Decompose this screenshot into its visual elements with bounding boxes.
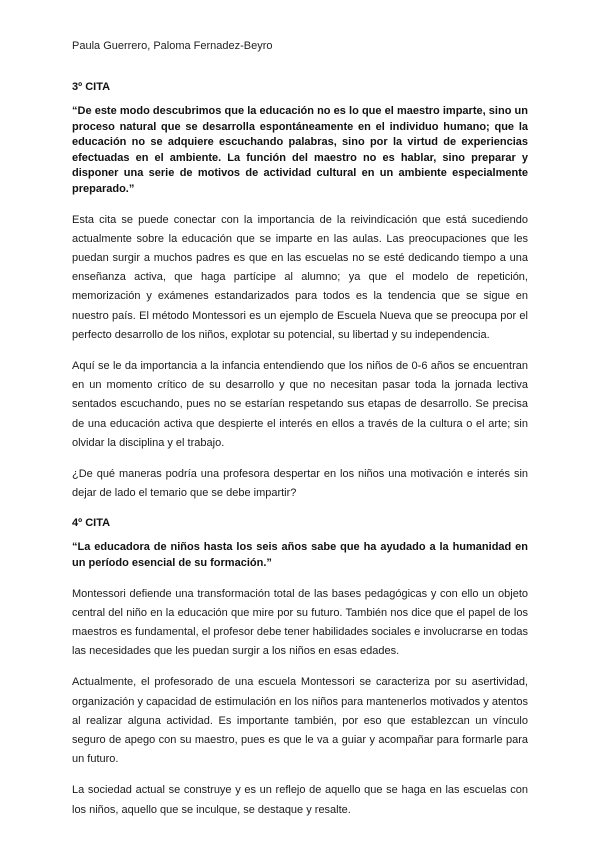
paragraph: La sociedad actual se construye y es un reflejo de aquello que se haga en las escuelas con los niños, aquello que se inculque, se destaque y resalte. xyxy=(72,784,528,816)
section-heading-3: 3º CITA xyxy=(72,81,111,93)
section-heading-4: 4º CITA xyxy=(72,517,111,530)
paragraph: Actualmente, el profesorado de una escuela Montessori se caracteriza por su asertividad, organización y capacidad de estimulación en los niños para mantenerlos motivados y atentos al realizar alguna actividad. Es importante también, por eso que establezcan un vínculo seguro de apego con su maestro, pues es que le va a guiar y acompañar para formarle para un futuro. xyxy=(72,676,528,766)
quote-3: “De este modo descubrimos que la educación no es lo que el maestro imparte, sino un proceso natural que se desarrolla espontáneamente en el individuo humano; que la educación no se adquiere escuchando palabras, sino por la virtud de experiencias efectuadas en el ambiente. La función del maestro no es hablar, sino preparar y disponer una serie de motivos de actividad cultural en un ambiente especialmente preparado.” xyxy=(72,105,528,195)
document-body xyxy=(72,79,528,832)
question-paragraph: ¿De qué maneras podría una profesora despertar en los niños una motivación e interés sin dejar de lado el temario que se debe impartir? xyxy=(72,468,528,500)
page-header-authors: Paula Guerrero, Paloma Fernadez-Beyro xyxy=(72,40,273,52)
quote-4: “La educadora de niños hasta los seis años sabe que ha ayudado a la humanidad en un período esencial de su formación.” xyxy=(72,541,528,569)
paragraph: Esta cita se puede conectar con la importancia de la reivindicación que está sucediendo actualmente sobre la educación que se imparte en las aulas. Las preocupaciones que les puedan surgir a muchos padres es que en las escuelas no se esté dedicando tiempo a una enseñanza activa, que haga partícipe al alumno; ya que el modelo de repetición, memorización y exámenes estandarizados para todos es la tendencia que se sigue en nuestro país. El método Montessori es un ejemplo de Escuela Nueva que se preocupa por el perfecto desarrollo de los niños, explotar su potencial, su libertad y su independencia. xyxy=(72,213,528,341)
paragraph: Aquí se le da importancia a la infancia entendiendo que los niños de 0-6 años se encuentran en un momento crítico de su desarrollo y que no necesitan pasar toda la jornada lectiva sentados escuchando, pues no se estarían respetando sus etapas de desarrollo. Se precisa de una educación activa que despierte el interés en ellos a través de la cultura o el arte; sin olvidar la disciplina y el trabajo. xyxy=(72,359,528,449)
paragraph: Montessori defiende una transformación total de las bases pedagógicas y con ello un objeto central del niño en la educación que mire por su futuro. También nos dice que el papel de los maestros es fundamental, el profesor debe tener habilidades sociales e involucrarse en todas las necesidades que les puedan surgir a los niños en esas edades. xyxy=(72,587,528,658)
